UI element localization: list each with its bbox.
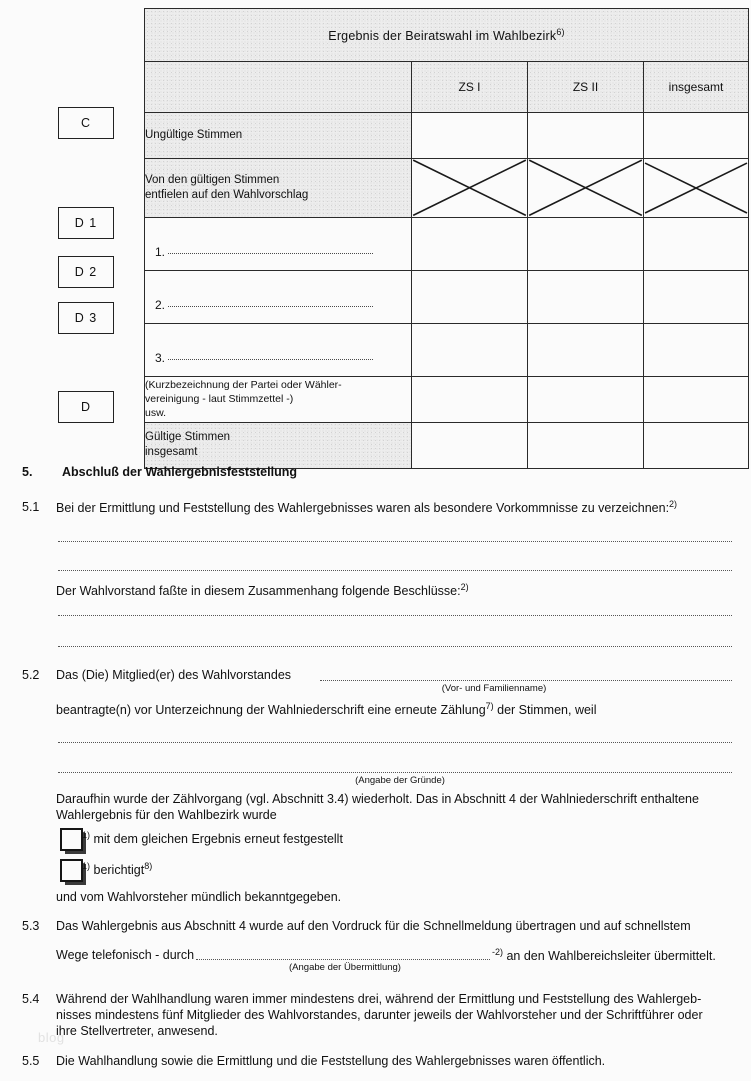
table-caption-cell	[145, 9, 749, 62]
marker-box-d: D	[58, 391, 114, 423]
item-5-2-reason-label: (Angabe der Gründe)	[355, 775, 445, 786]
marker-box-d1: D 1	[58, 207, 114, 239]
candidate-1-dotted-field[interactable]	[168, 253, 373, 254]
table-row	[145, 422, 749, 468]
cell-candidate-2-insgesamt[interactable]	[644, 270, 749, 323]
item-5-1-text-2	[56, 581, 746, 601]
kurzbezeichnung-line-2: vereinigung - laut Stimmzettel -)	[145, 392, 294, 405]
cell-candidate-3-zs1[interactable]	[412, 323, 528, 376]
cell-ungueltig-zs1[interactable]	[412, 113, 528, 159]
table-row	[145, 113, 749, 159]
item-5-2-text-4: und vom Wahlvorsteher mündlich bekanntgegeben.	[56, 890, 342, 904]
item-5-2-footnote-7: 7)	[485, 701, 494, 711]
cell-gueltig-zs1[interactable]	[412, 422, 528, 468]
row-label-kurzbezeichnung-note	[145, 376, 412, 422]
item-5-2-reason-line-2[interactable]	[58, 772, 732, 773]
cell-kurzbezeichnung-zs2[interactable]	[528, 376, 644, 422]
item-5-3-transmit-label: (Angabe der Übermittlung)	[289, 962, 401, 973]
kurzbezeichnung-line-3: usw.	[145, 407, 167, 420]
checkbox-gleiches-ergebnis[interactable]	[60, 828, 83, 851]
table-row	[145, 217, 749, 270]
cross-out-icon	[412, 159, 527, 217]
row-label-candidate-1	[145, 217, 412, 270]
item-5-3-line-1: Das Wahlergebnis aus Abschnitt 4 wurde auf den Vordruck für die Schnellmeldung übertragen und auf schnellstem	[56, 919, 691, 933]
item-5-1-field-line-2[interactable]	[58, 570, 732, 571]
option-2-text: berichtigt	[90, 863, 145, 878]
option-2-footnote: 1)	[82, 861, 91, 871]
cell-candidate-1-insgesamt[interactable]	[644, 217, 749, 270]
row-label-entfielen-wahlvorschlag	[145, 159, 412, 218]
table-caption-text: Ergebnis der Beiratswahl im Wahlbezirk	[328, 29, 557, 44]
item-5-2-text-3-line-2: Wahlergebnis für den Wahlbezirk wurde	[56, 808, 277, 822]
marker-box-c: C	[58, 107, 114, 139]
candidate-1-number: 1.	[155, 244, 166, 259]
item-5-4-line-1: Während der Wahlhandlung waren immer mindestens drei, während der Ermittlung und Feststellung des Wahlergeb-	[56, 992, 702, 1006]
cell-candidate-1-zs1[interactable]	[412, 217, 528, 270]
gueltige-line-1: Gültige Stimmen	[145, 430, 231, 443]
item-5-1-text-main: Bei der Ermittlung und Feststellung des Wahlergebnisses waren als besondere Vorkommnisse zu verzeichnen:	[56, 501, 670, 516]
cell-ungueltig-zs2[interactable]	[528, 113, 644, 159]
item-5-1-footnote-2: 2)	[460, 582, 469, 592]
candidate-3-number: 3.	[155, 350, 166, 365]
blog-watermark: blog	[38, 1030, 65, 1045]
cell-gueltig-zs2[interactable]	[528, 422, 644, 468]
table-header-insgesamt: insgesamt	[644, 62, 749, 113]
cell-entfielen-insgesamt-crossed	[644, 159, 749, 218]
item-5-3-line-2-prefix: Wege telefonisch - durch	[56, 948, 195, 962]
cell-candidate-2-zs1[interactable]	[412, 270, 528, 323]
item-5-1-footnote: 2)	[669, 499, 678, 509]
item-5-2-name-field[interactable]	[320, 680, 732, 681]
option-2-footnote-8: 8)	[144, 861, 153, 871]
table-header-zs2: ZS II	[528, 62, 644, 113]
item-5-2-text-2	[56, 700, 746, 720]
table-row	[145, 270, 749, 323]
checkbox-berichtigt-label	[82, 860, 152, 880]
table-header-row	[145, 62, 749, 113]
candidate-3-dotted-field[interactable]	[168, 359, 373, 360]
item-5-2-text-3-line-1: Daraufhin wurde der Zählvorgang (vgl. Abschnitt 3.4) wiederholt. Das in Abschnitt 4 der Wahlniederschrift enthaltene	[56, 792, 699, 806]
checkbox-berichtigt[interactable]	[60, 859, 83, 882]
item-5-3-line-2-text: an den Wahlbereichsleiter übermittelt.	[503, 949, 716, 964]
cell-candidate-1-zs2[interactable]	[528, 217, 644, 270]
cross-out-icon	[644, 162, 748, 214]
table-header-zs1: ZS I	[412, 62, 528, 113]
cell-kurzbezeichnung-zs1[interactable]	[412, 376, 528, 422]
table-caption-footnote: 6)	[556, 26, 565, 37]
item-5-2-name-label: (Vor- und Familienname)	[441, 683, 547, 694]
row-label-candidate-3	[145, 323, 412, 376]
table-caption-row	[145, 9, 749, 62]
row-label-candidate-2	[145, 270, 412, 323]
row-label-gueltige-stimmen	[145, 422, 412, 468]
item-5-2-text: Das (Die) Mitglied(er) des Wahlvorstandes	[56, 668, 292, 682]
item-5-4-number: 5.4	[22, 992, 40, 1006]
item-5-4-line-3: ihre Stellvertreter, anwesend.	[56, 1024, 218, 1038]
cross-out-icon	[528, 159, 643, 217]
table-row	[145, 159, 749, 218]
item-5-2-reason-line-1[interactable]	[58, 742, 732, 743]
kurzbezeichnung-line-1: (Kurzbezeichnung der Partei oder Wähler-	[145, 378, 342, 391]
cell-gueltig-insgesamt[interactable]	[644, 422, 749, 468]
item-5-2-number: 5.2	[22, 668, 40, 682]
table-row	[145, 376, 749, 422]
item-5-3-footnote: -2)	[492, 947, 503, 957]
marker-box-d3: D 3	[58, 302, 114, 334]
item-5-2-text-2b: der Stimmen, weil	[493, 703, 597, 718]
row-label-ungueltige-stimmen: Ungültige Stimmen	[145, 113, 412, 159]
marker-box-d2: D 2	[58, 256, 114, 288]
cell-candidate-2-zs2[interactable]	[528, 270, 644, 323]
section-5-number: 5.	[22, 465, 33, 479]
item-5-3-line-2-suffix	[492, 946, 716, 966]
section-5-title: Abschluß der Wahlergebnisfeststellung	[62, 465, 297, 479]
item-5-3-transmit-field[interactable]	[196, 959, 490, 960]
cell-ungueltig-insgesamt[interactable]	[644, 113, 749, 159]
election-result-table	[144, 8, 749, 469]
entfielen-line-2: entfielen auf den Wahlvorschlag	[145, 188, 309, 201]
candidate-2-number: 2.	[155, 297, 166, 312]
cell-candidate-3-insgesamt[interactable]	[644, 323, 749, 376]
item-5-1-text	[56, 498, 746, 518]
option-1-footnote: 1)	[82, 830, 91, 840]
cell-kurzbezeichnung-insgesamt[interactable]	[644, 376, 749, 422]
item-5-1-field-line-4[interactable]	[58, 646, 732, 647]
item-5-1-field-line-3[interactable]	[58, 615, 732, 616]
item-5-5-number: 5.5	[22, 1054, 40, 1068]
item-5-2-text-2a: beantragte(n) vor Unterzeichnung der Wahlniederschrift eine erneute Zählung	[56, 703, 486, 718]
item-5-1-text-2-main: Der Wahlvorstand faßte in diesem Zusammenhang folgende Beschlüsse:	[56, 584, 461, 599]
option-1-text: mit dem gleichen Ergebnis erneut festgestellt	[90, 832, 343, 847]
cell-entfielen-zs1-crossed	[412, 159, 528, 218]
checkbox-gleiches-ergebnis-label	[82, 829, 343, 849]
gueltige-line-2: insgesamt	[145, 446, 198, 458]
cell-candidate-3-zs2[interactable]	[528, 323, 644, 376]
table-row	[145, 323, 749, 376]
item-5-1-field-line-1[interactable]	[58, 541, 732, 542]
item-5-1-number: 5.1	[22, 500, 40, 514]
entfielen-line-1: Von den gültigen Stimmen	[145, 173, 280, 186]
table-header-blank	[145, 62, 412, 113]
cell-entfielen-zs2-crossed	[528, 159, 644, 218]
item-5-5-line-1: Die Wahlhandlung sowie die Ermittlung und die Feststellung des Wahlergebnisses waren öffentlich.	[56, 1054, 606, 1068]
item-5-4-line-2: nisses mindestens fünf Mitglieder des Wahlvorstandes, darunter jeweils der Wahlvorsteher und der Schriftführer oder	[56, 1008, 703, 1022]
candidate-2-dotted-field[interactable]	[168, 306, 373, 307]
item-5-3-number: 5.3	[22, 919, 40, 933]
